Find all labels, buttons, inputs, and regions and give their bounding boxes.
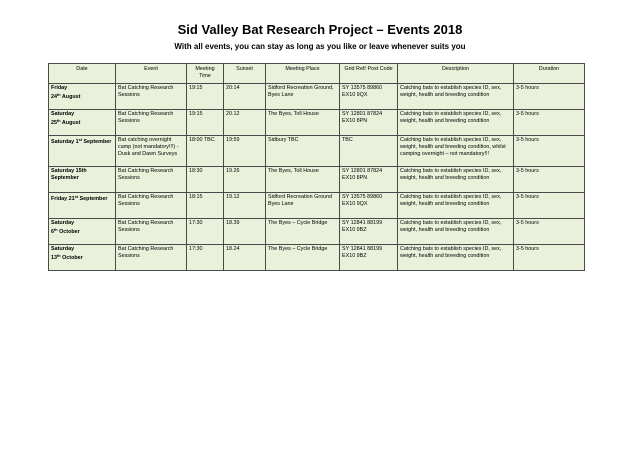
table-row (49, 219, 585, 245)
cell-date: Saturday 25th August (49, 110, 116, 136)
header-grid-ref: Grid Ref/ Post Code (340, 64, 398, 84)
table-row (49, 136, 585, 167)
table-row (49, 84, 585, 110)
cell-duration: 3-5 hours (514, 219, 585, 245)
table-row (49, 110, 585, 136)
cell-meeting-time: 18:30 (187, 167, 224, 193)
cell-date: Friday 21st September (49, 193, 116, 219)
cell-event: Bat Catching Research Sessions (116, 167, 187, 193)
cell-meeting-place: Sidford Recreation Ground, Byes Lane (266, 84, 340, 110)
page-subtitle: With all events, you can stay as long as you like or leave whenever suits you (174, 42, 466, 51)
cell-date: Saturday 15th September (49, 167, 116, 193)
cell-date: Saturday 1st September (49, 136, 116, 167)
header-event: Event (116, 64, 187, 84)
cell-sunset: 19:59 (224, 136, 266, 167)
cell-description: Catching bats to establish species ID, sex, weight, health and breeding condition (398, 110, 514, 136)
cell-duration: 3-5 hours (514, 84, 585, 110)
cell-meeting-time: 17:30 (187, 219, 224, 245)
header-duration: Duration (514, 64, 585, 84)
cell-date: Saturday 13th October (49, 245, 116, 271)
events-table (48, 63, 585, 271)
cell-description: Catching bats to establish species ID, sex, weight, health and breeding condition (398, 84, 514, 110)
table-row (49, 245, 585, 271)
cell-sunset: 19.26 (224, 167, 266, 193)
cell-duration: 3-5 hours (514, 136, 585, 167)
cell-grid-ref: SY 12841 88199 EX10 9BZ (340, 245, 398, 271)
cell-grid-ref: SY 12801 87824 EX10 8PN (340, 167, 398, 193)
cell-grid-ref: SY 12801 87824 EX10 8PN (340, 110, 398, 136)
cell-meeting-time: 17:30 (187, 245, 224, 271)
header-sunset: Sunset (224, 64, 266, 84)
cell-description: Catching bats to establish species ID, sex, weight, health and breeding condition (398, 219, 514, 245)
cell-sunset: 20.12 (224, 110, 266, 136)
cell-grid-ref: SY 12841 88199 EX10 9BZ (340, 219, 398, 245)
cell-grid-ref: SY 13575 89860 EX10 9QX (340, 84, 398, 110)
cell-event: Bat Catching Research Sessions (116, 219, 187, 245)
cell-event: Bat Catching Research Sessions (116, 110, 187, 136)
cell-description: Catching bats to establish species ID, sex, weight, health and breeding condition (398, 245, 514, 271)
cell-duration: 3-5 hours (514, 193, 585, 219)
cell-grid-ref: TBC (340, 136, 398, 167)
cell-sunset: 18.39 (224, 219, 266, 245)
table-row (49, 167, 585, 193)
cell-sunset: 18.24 (224, 245, 266, 271)
header-date: Date (49, 64, 116, 84)
cell-duration: 3-5 hours (514, 110, 585, 136)
cell-date: Saturday 6th October (49, 219, 116, 245)
cell-date: Friday 24th August (49, 84, 116, 110)
cell-meeting-time: 18:00 TBC (187, 136, 224, 167)
cell-duration: 3-5 hours (514, 245, 585, 271)
header-description: Description (398, 64, 514, 84)
cell-description: Catching bats to establish species ID, sex, weight, health and breeding condition (398, 167, 514, 193)
header-meeting-place: Meeting Place (266, 64, 340, 84)
cell-event: Bat catching overnight camp (not mandatory!!!) - Dusk and Dawn Surveys (116, 136, 187, 167)
cell-meeting-place: The Byes, Toll House (266, 110, 340, 136)
cell-meeting-time: 19:15 (187, 84, 224, 110)
cell-event: Bat Catching Research Sessions (116, 84, 187, 110)
cell-sunset: 20:14 (224, 84, 266, 110)
cell-meeting-place: Sidford Recreation Ground Byes Lane (266, 193, 340, 219)
cell-description: Catching bats to establish species ID, sex, weight, health and breeding condition (398, 193, 514, 219)
cell-description: Catching bats to establish species ID, sex, weight, health and breeding condition, whilst camping overnight – not mandatory!!! (398, 136, 514, 167)
header-meeting-time: Meeting Time (187, 64, 224, 84)
table-header-row (49, 64, 585, 84)
cell-meeting-time: 18:15 (187, 193, 224, 219)
cell-event: Bat Catching Research Sessions (116, 245, 187, 271)
cell-grid-ref: SY 13575 89860 EX10 9QX (340, 193, 398, 219)
cell-meeting-place: The Byes – Cycle Bridge (266, 219, 340, 245)
cell-meeting-place: Sidbury TBC (266, 136, 340, 167)
table-row (49, 193, 585, 219)
cell-meeting-place: The Byes, Toll House (266, 167, 340, 193)
cell-duration: 3-5 hours (514, 167, 585, 193)
cell-event: Bat Catching Research Sessions (116, 193, 187, 219)
cell-meeting-time: 19:15 (187, 110, 224, 136)
page-title: Sid Valley Bat Research Project – Events 2018 (177, 22, 463, 37)
cell-meeting-place: The Byes – Cycle Bridge (266, 245, 340, 271)
cell-sunset: 19.12 (224, 193, 266, 219)
